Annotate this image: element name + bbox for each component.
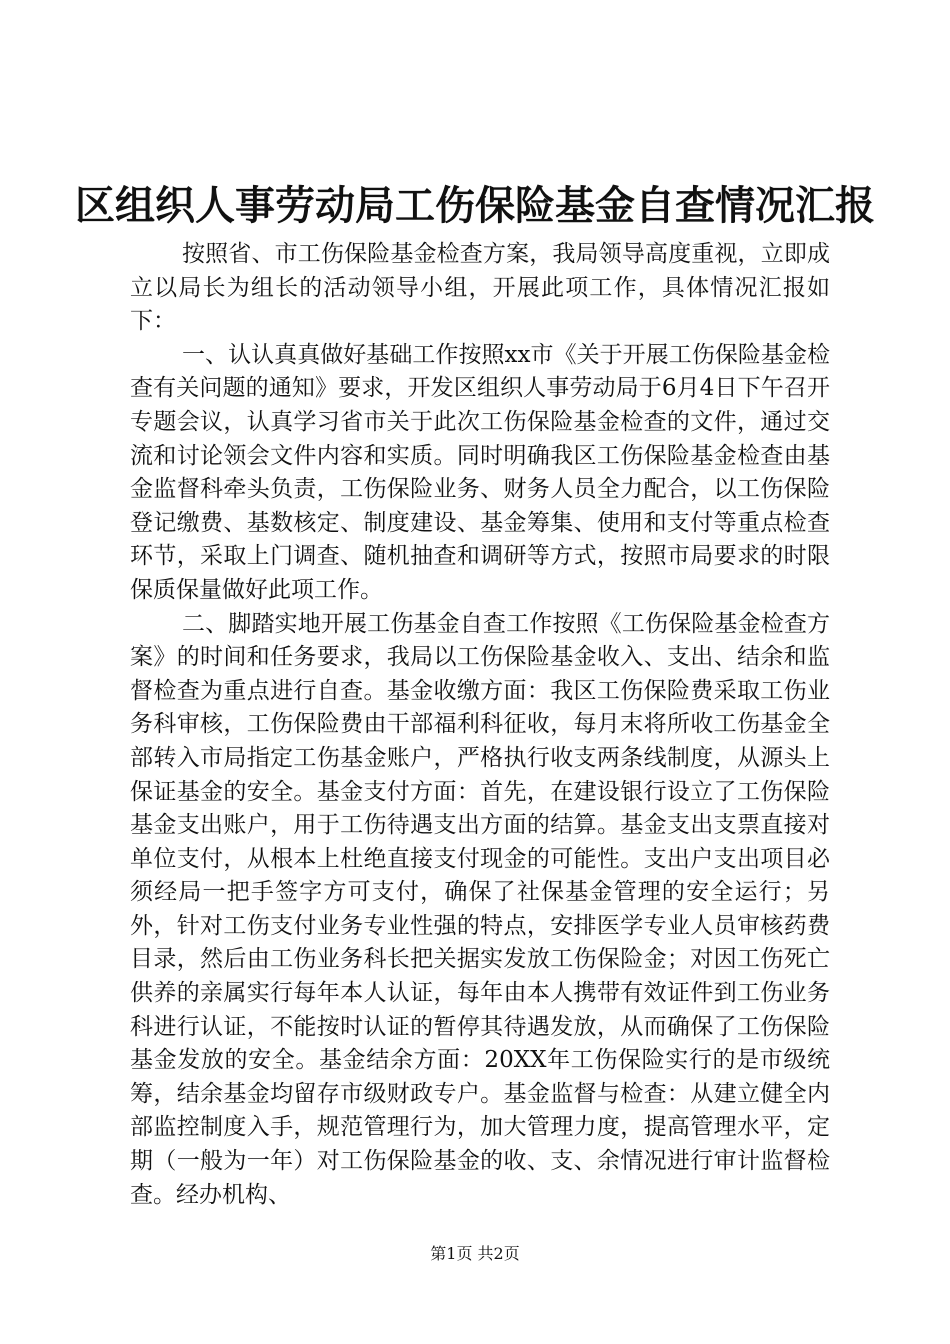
page-number-footer: 第1页 共2页 xyxy=(430,1244,520,1263)
paragraph-section-one: 一、认认真真做好基础工作按照xx市《关于开展工伤保险基金检查有关问题的通知》要求，开发区组织人事劳动局于6月4日下午召开专题会议，认真学习省市关于此次工伤保险基金检查的文件，通过交流和讨论领会文件内容和实质。同时明确我区工伤保险基金检查由基金监督科牵头负责，工伤保险业务、财务人员全力配合，以工伤保险登记缴费、基数核定、制度建设、基金筹集、使用和支付等重点检查环节，采取上门调查、随机抽查和调研等方式，按照市局要求的时限保质保量做好此项工作。 xyxy=(130,341,830,603)
paragraph-section-two: 二、脚踏实地开展工伤基金自查工作按照《工伤保险基金检查方案》的时间和任务要求，我局以工伤保险基金收入、支出、结余和监督检查为重点进行自查。基金收缴方面：我区工伤保险费采取工伤业务科审核，工伤保险费由干部福利科征收，每月末将所收工伤基金全部转入市局指定工伤基金账户，严格执行收支两条线制度，从源头上保证基金的安全。基金支付方面：首先，在建设银行设立了工伤保险基金支出账户，用于工伤待遇支出方面的结算。基金支出支票直接对单位支付，从根本上杜绝直接支付现金的可能性。支出户支出项目必须经局一把手签字方可支付，确保了社保基金管理的安全运行；另外，针对工伤支付业务专业性强的特点，安排医学专业人员审核药费目录，然后由工伤业务科长把关据实发放工伤保险金；对因工伤死亡供养的亲属实行每年本人认证，每年由本人携带有效证件到工伤业务科进行认证，不能按时认证的暂停其待遇发放，从而确保了工伤保险基金发放的安全。基金结余方面：20XX年工伤保险实行的是市级统筹，结余基金均留存市级财政专户。基金监督与检查：从建立健全内部监控制度入手，规范管理行为，加大管理力度，提高管理水平，定期（一般为一年）对工伤保险基金的收、支、余情况进行审计监督检查。经办机构、 xyxy=(130,610,830,1208)
document-title: 区组织人事劳动局工伤保险基金自查情况汇报 xyxy=(75,182,875,229)
paragraph-intro: 按照省、市工伤保险基金检查方案，我局领导高度重视，立即成立以局长为组长的活动领导小组，开展此项工作，具体情况汇报如下： xyxy=(130,241,830,335)
document-body xyxy=(130,238,830,1212)
